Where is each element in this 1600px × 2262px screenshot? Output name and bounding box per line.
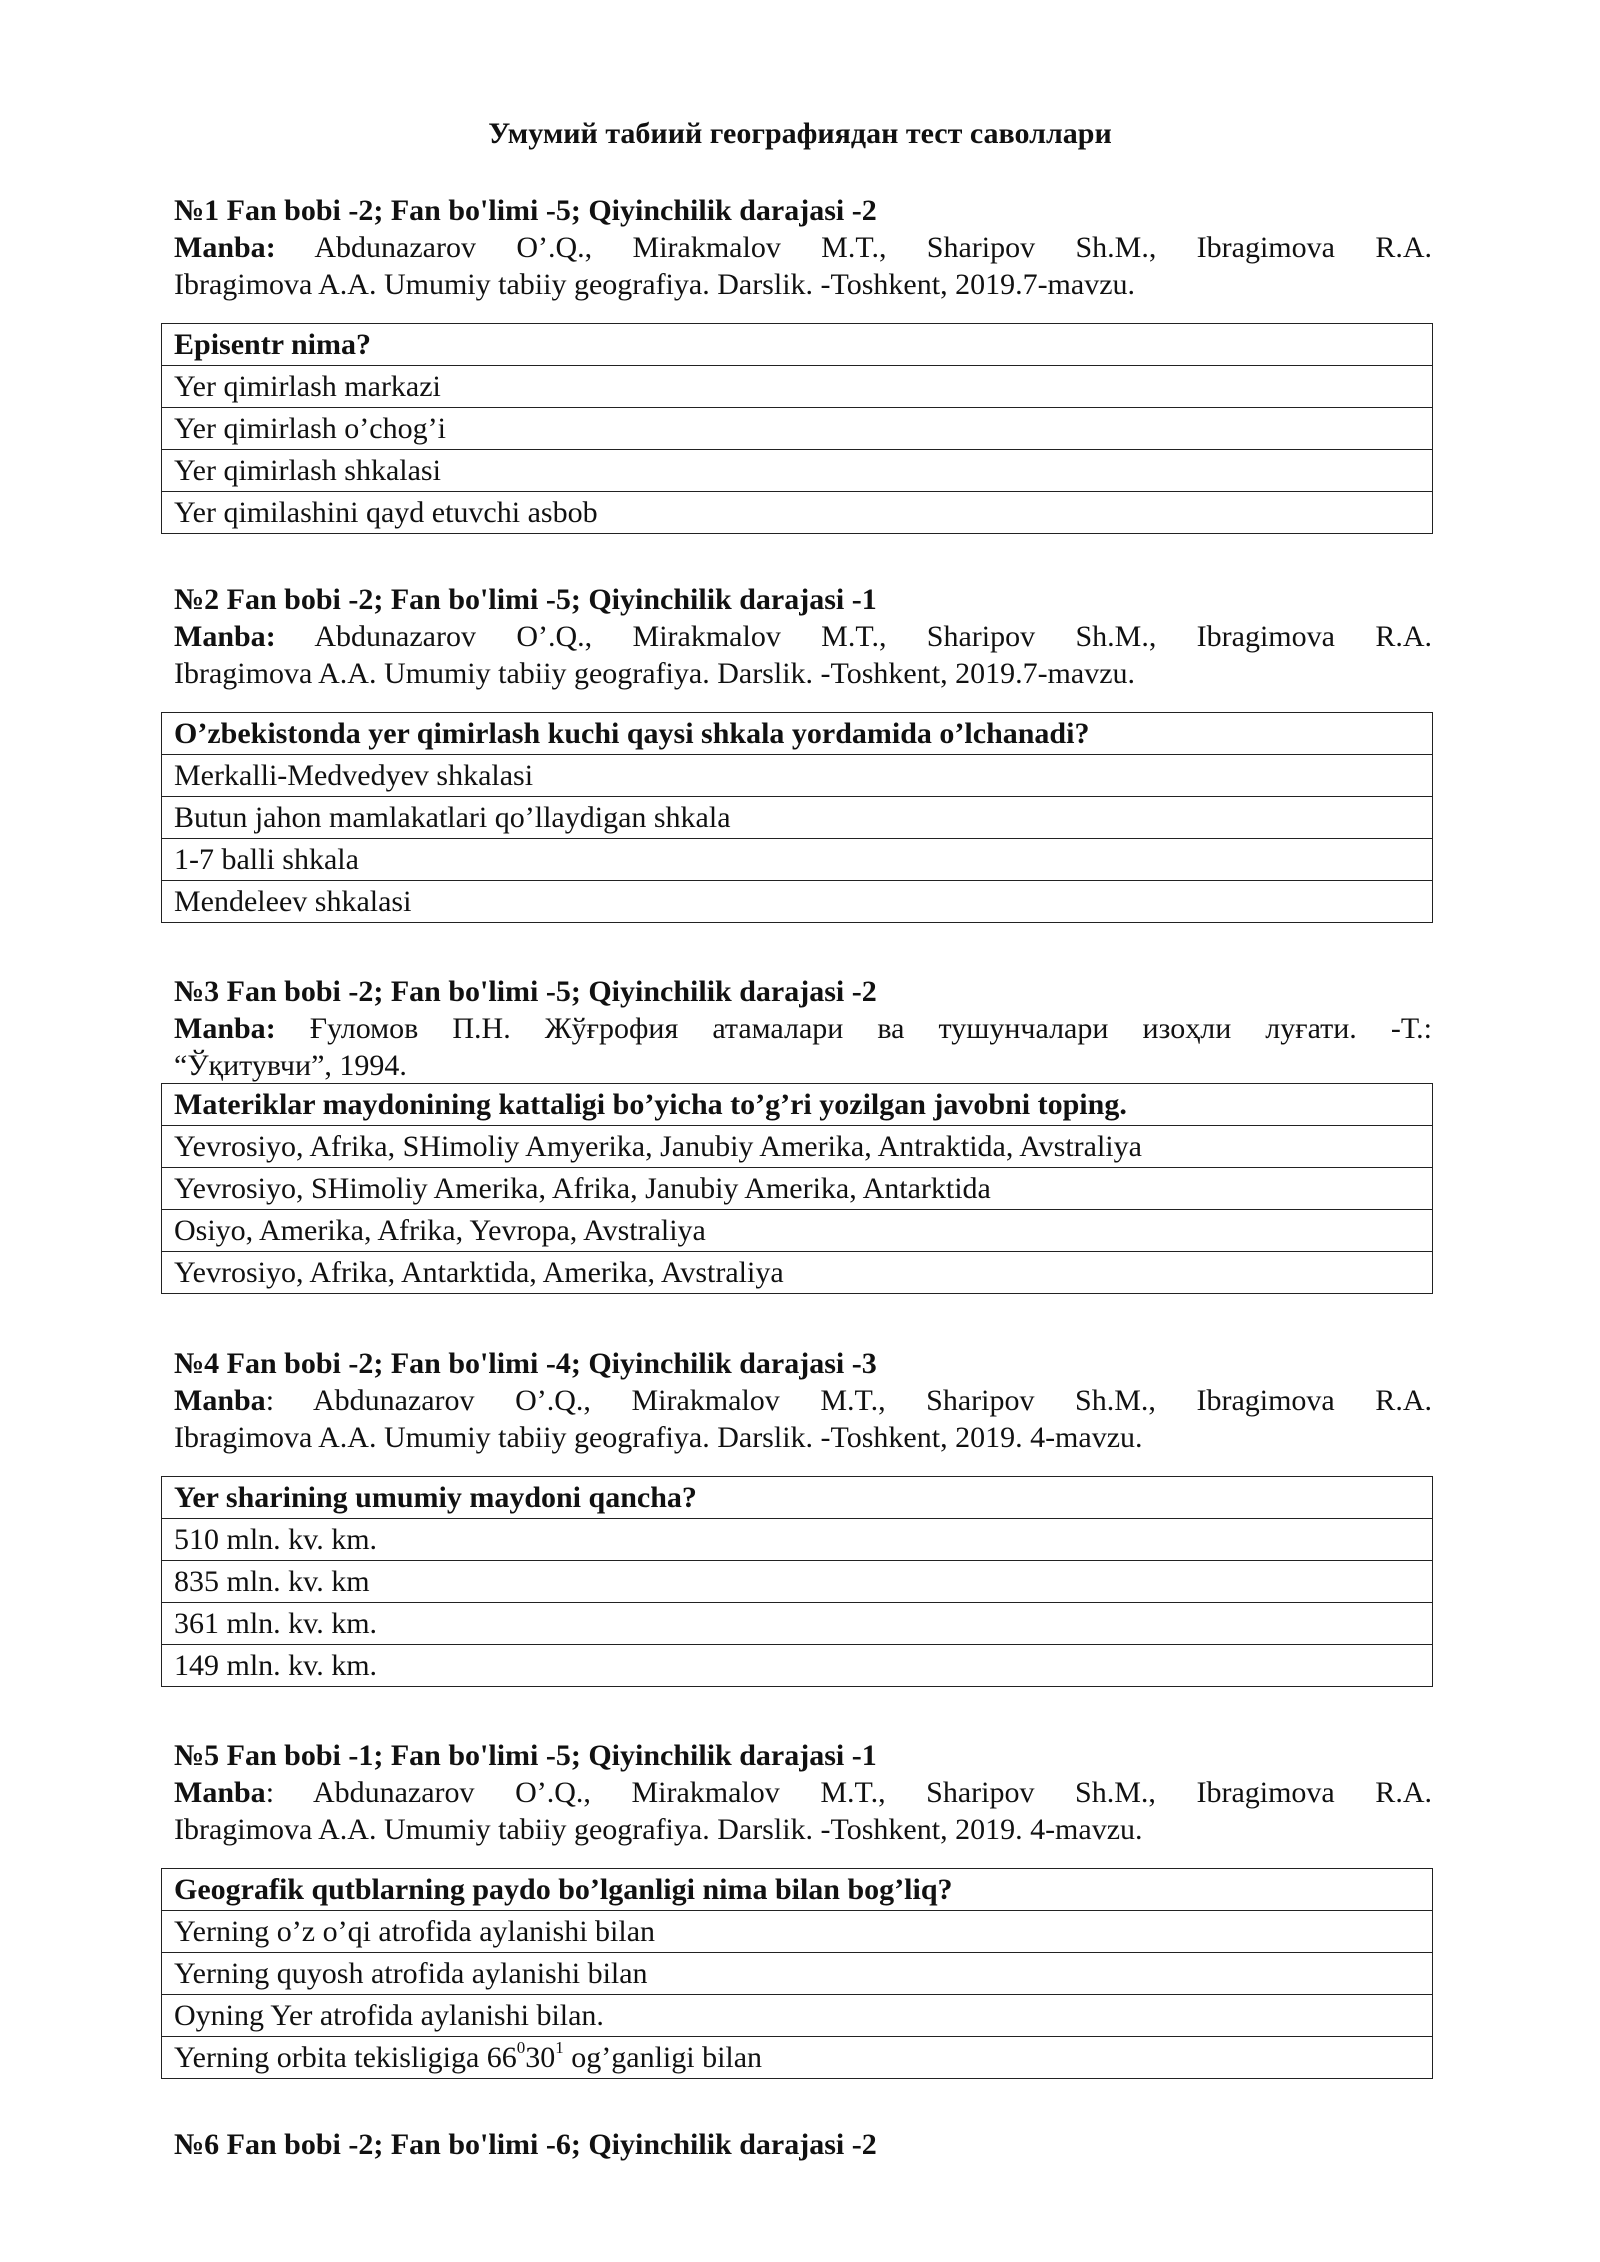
question-5-text: Geografik qutblarning paydo bo’lganligi nima bilan bog’liq? xyxy=(162,1869,1433,1911)
question-5-source: Manba: Abdunazarov O’.Q., Mirakmalov M.T., Sharipov Sh.M., Ibragimova R.A. xyxy=(174,1776,1432,1809)
question-3-source: Manba: Ғуломов П.Н. Жўғрофия атамалари ва тушунчалари изоҳли луғати. -Т.: xyxy=(174,1012,1432,1045)
question-4-source: Manba: Abdunazarov O’.Q., Mirakmalov M.T., Sharipov Sh.M., Ibragimova R.A. xyxy=(174,1384,1432,1417)
question-1-table xyxy=(161,323,1433,534)
question-5-info xyxy=(174,1737,1432,1848)
question-3-header: №3 Fan bobi -2; Fan bo'limi -5; Qiyinchilik darajasi -2 xyxy=(174,975,877,1008)
question-2-info xyxy=(174,581,1432,692)
answer-option: Yevrosiyo, Afrika, Antarktida, Amerika, Avstraliya xyxy=(162,1252,1433,1294)
question-2-table xyxy=(161,712,1433,923)
question-4-text: Yer sharining umumiy maydoni qancha? xyxy=(162,1477,1433,1519)
answer-option: Osiyo, Amerika, Afrika, Yevropa, Avstraliya xyxy=(162,1210,1433,1252)
question-6-header: №6 Fan bobi -2; Fan bo'limi -6; Qiyinchilik darajasi -2 xyxy=(174,2128,877,2161)
source-label: Manba xyxy=(174,1384,266,1417)
answer-option: Oyning Yer atrofida aylanishi bilan. xyxy=(162,1995,1433,2037)
question-1-info xyxy=(174,192,1432,303)
question-3-info xyxy=(174,973,1432,1084)
source-label: Manba: xyxy=(174,231,276,264)
answer-option: Mendeleev shkalasi xyxy=(162,881,1433,923)
answer-option: Yerning quyosh atrofida aylanishi bilan xyxy=(162,1953,1433,1995)
answer-option: Yevrosiyo, SHimoliy Amerika, Afrika, Janubiy Amerika, Antarktida xyxy=(162,1168,1433,1210)
page-title: Умумий табиий географиядан тест саволлари xyxy=(488,117,1112,150)
answer-option: Yerning orbita tekisligiga $66^030^1$ og’ganligi bilan xyxy=(162,2037,1433,2079)
question-1-source-cont: Ibragimova A.A. Umumiy tabiiy geografiya. Darslik. -Toshkent, 2019.7-mavzu. xyxy=(174,268,1136,301)
question-2-source-cont: Ibragimova A.A. Umumiy tabiiy geografiya. Darslik. -Toshkent, 2019.7-mavzu. xyxy=(174,657,1136,690)
answer-option: Yer qimirlash o’chog’i xyxy=(162,408,1433,450)
answer-option: 510 mln. kv. km. xyxy=(162,1519,1433,1561)
question-4-header: №4 Fan bobi -2; Fan bo'limi -4; Qiyinchilik darajasi -3 xyxy=(174,1347,877,1380)
question-5-header: №5 Fan bobi -1; Fan bo'limi -5; Qiyinchilik darajasi -1 xyxy=(174,1739,877,1772)
question-1-text: Episentr nima? xyxy=(162,324,1433,366)
question-3-source-cont: “Ўқитувчи”, 1994. xyxy=(174,1049,407,1082)
question-5-table xyxy=(161,1868,1433,2079)
answer-option: 149 mln. kv. km. xyxy=(162,1645,1433,1687)
question-6-info xyxy=(174,2126,1432,2163)
answer-option: Yevrosiyo, Afrika, SHimoliy Amyerika, Janubiy Amerika, Antraktida, Avstraliya xyxy=(162,1126,1433,1168)
question-4-source-cont: Ibragimova A.A. Umumiy tabiiy geografiya. Darslik. -Toshkent, 2019. 4-mavzu. xyxy=(174,1421,1143,1454)
question-2-header: №2 Fan bobi -2; Fan bo'limi -5; Qiyinchilik darajasi -1 xyxy=(174,583,877,616)
question-3-text: Materiklar maydonining kattaligi bo’yicha to’g’ri yozilgan javobni toping. xyxy=(162,1084,1433,1126)
question-1-source: Manba: Abdunazarov O’.Q., Mirakmalov M.T., Sharipov Sh.M., Ibragimova R.A. xyxy=(174,231,1432,264)
source-label: Manba xyxy=(174,1776,266,1809)
answer-option: 1-7 balli shkala xyxy=(162,839,1433,881)
answer-option: Yerning o’z o’qi atrofida aylanishi bilan xyxy=(162,1911,1433,1953)
answer-option: 835 mln. kv. km xyxy=(162,1561,1433,1603)
answer-option: Yer qimirlash markazi xyxy=(162,366,1433,408)
answer-option: 361 mln. kv. km. xyxy=(162,1603,1433,1645)
source-label: Manba: xyxy=(174,1012,276,1045)
question-3-table xyxy=(161,1083,1433,1294)
answer-option: Merkalli-Medvedyev shkalasi xyxy=(162,755,1433,797)
answer-option: Butun jahon mamlakatlari qo’llaydigan shkala xyxy=(162,797,1433,839)
answer-option: Yer qimilashini qayd etuvchi asbob xyxy=(162,492,1433,534)
question-2-text: O’zbekistonda yer qimirlash kuchi qaysi shkala yordamida o’lchanadi? xyxy=(162,713,1433,755)
question-4-table xyxy=(161,1476,1433,1687)
question-2-source: Manba: Abdunazarov O’.Q., Mirakmalov M.T., Sharipov Sh.M., Ibragimova R.A. xyxy=(174,620,1432,653)
question-4-info xyxy=(174,1345,1432,1456)
source-label: Manba: xyxy=(174,620,276,653)
question-5-source-cont: Ibragimova A.A. Umumiy tabiiy geografiya. Darslik. -Toshkent, 2019. 4-mavzu. xyxy=(174,1813,1143,1846)
question-1-header: №1 Fan bobi -2; Fan bo'limi -5; Qiyinchilik darajasi -2 xyxy=(174,194,877,227)
answer-option: Yer qimirlash shkalasi xyxy=(162,450,1433,492)
